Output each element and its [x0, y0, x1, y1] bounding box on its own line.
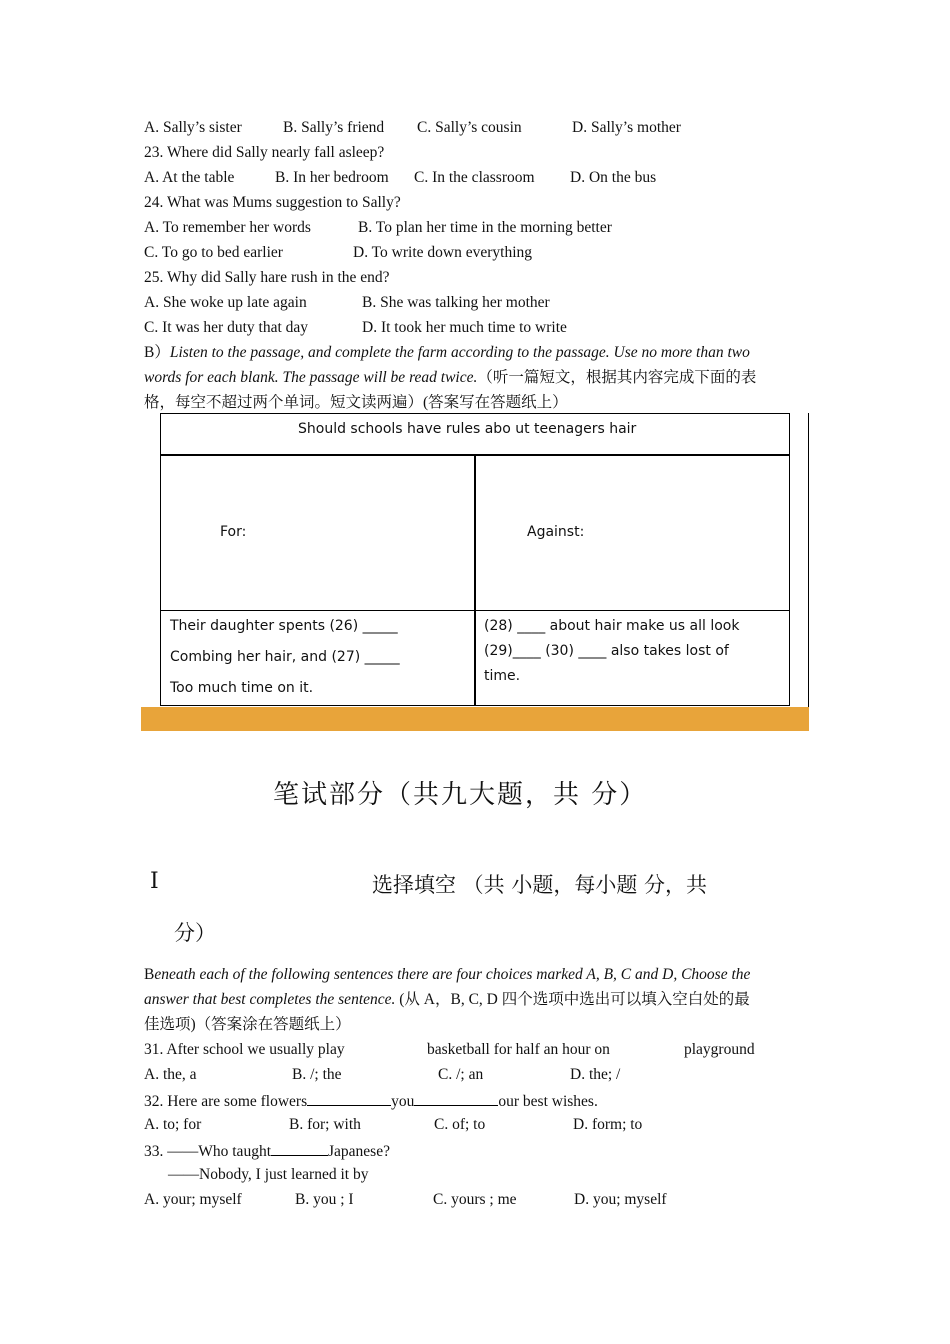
against-row-1: (28) ____ about hair make us all look: [484, 618, 740, 634]
question-text: [144, 1141, 390, 1161]
question-text: playground: [684, 1041, 755, 1058]
option-b: B. you ; I: [295, 1191, 354, 1208]
option-c: C. It was her duty that day: [144, 319, 309, 336]
option-d: D. To write down everything: [353, 244, 532, 261]
option-a: A. At the table: [144, 169, 235, 186]
for-row-1: Their daughter spents (26) _____: [170, 618, 398, 634]
against-row-3: time.: [484, 668, 521, 684]
option-a: A. Sally’s sister: [144, 119, 242, 136]
instruction-text: answer that best completes the sentence.: [144, 991, 396, 1008]
answer-blank: [271, 1141, 328, 1156]
instruction-cn: （听一篇短文，根据其内容完成下面的表: [477, 369, 757, 386]
option-a: A. the, a: [144, 1066, 197, 1083]
question-text: basketball for half an hour on: [427, 1041, 610, 1058]
for-row-2: Combing her hair, and (27) _____: [170, 649, 400, 665]
against-row-2: (29)____ (30) ____ also takes lost of: [484, 643, 729, 659]
against-label: Against:: [527, 524, 585, 540]
section-numeral: Ⅰ: [150, 868, 159, 893]
option-c: C. yours ; me: [433, 1191, 517, 1208]
instruction-text: words for each blank. The passage will be read twice.: [144, 369, 478, 386]
question-part: 33. ——Who taught: [144, 1143, 271, 1160]
instruction-line-2: [144, 369, 756, 387]
instruction-text: eneath each of the following sentences there are four choices marked A, B, C and D, Choose the: [154, 966, 751, 983]
question-text: 24. What was Mums suggestion to Sally?: [144, 194, 401, 211]
option-d: D. Sally’s mother: [572, 119, 681, 136]
option-c: C. In the classroom: [414, 169, 535, 186]
written-part-heading: 笔试部分（共九大题，共 分）: [273, 780, 648, 810]
instruction-line-1: [144, 344, 750, 362]
question-reply: ——Nobody, I just learned it by: [168, 1166, 369, 1183]
orange-band: [141, 707, 809, 731]
option-b: B. To plan her time in the morning better: [358, 219, 612, 236]
instruction-cn: (从 A，B, C, D 四个选项中选出可以填入空白处的最: [395, 991, 750, 1008]
option-d: D. you; myself: [574, 1191, 667, 1208]
question-part: you: [391, 1093, 415, 1110]
option-b: B. In her bedroom: [275, 169, 389, 186]
section-b-label: B）: [144, 344, 170, 361]
option-d: D. It took her much time to write: [362, 319, 567, 336]
divider: [474, 454, 476, 706]
option-b: B. for; with: [289, 1116, 361, 1133]
question-part: 32. Here are some flowers: [144, 1093, 308, 1110]
answer-blank: [414, 1091, 498, 1106]
option-c: C. To go to bed earlier: [144, 244, 283, 261]
option-c: C. of; to: [434, 1116, 486, 1133]
option-c: C. Sally’s cousin: [417, 119, 522, 136]
option-b: B. Sally’s friend: [283, 119, 385, 136]
option-d: D. form; to: [573, 1116, 643, 1133]
instruction-line-1: [144, 966, 750, 984]
for-label: For:: [220, 524, 247, 540]
divider: [808, 413, 809, 731]
option-c: C. /; an: [438, 1066, 484, 1083]
option-a: A. She woke up late again: [144, 294, 307, 311]
option-a: A. To remember her words: [144, 219, 311, 236]
table-title: Should schools have rules abo ut teenagers hair: [298, 421, 637, 437]
question-part: Japanese?: [328, 1143, 390, 1160]
question-text: 25. Why did Sally hare rush in the end?: [144, 269, 390, 286]
for-row-3: Too much time on it.: [170, 680, 314, 696]
section-title-line-2: 分）: [174, 921, 216, 945]
section-title-line-1: 选择填空 （共 小题，每小题 分，共: [372, 873, 708, 897]
question-part: our best wishes.: [498, 1093, 598, 1110]
answer-blank: [307, 1091, 391, 1106]
instruction-line-2: [144, 991, 750, 1009]
question-text: 31. After school we usually play: [144, 1041, 345, 1058]
option-b: B. She was talking her mother: [362, 294, 550, 311]
instruction-line-3: 佳选项)（答案涂在答题纸上）: [144, 1016, 351, 1033]
instruction-line-3: 格，每空不超过两个单词。短文读两遍）(答案写在答题纸上）: [144, 394, 568, 411]
option-d: D. On the bus: [570, 169, 657, 186]
instruction-text: Listen to the passage, and complete the farm according to the passage. Use no more than two: [169, 344, 750, 361]
instruction-initial: B: [144, 966, 155, 983]
option-b: B. /; the: [292, 1066, 342, 1083]
question-text: [144, 1091, 598, 1111]
option-d: D. the; /: [570, 1066, 621, 1083]
question-text: 23. Where did Sally nearly fall asleep?: [144, 144, 385, 161]
option-a: A. to; for: [144, 1116, 202, 1133]
option-a: A. your; myself: [144, 1191, 242, 1208]
